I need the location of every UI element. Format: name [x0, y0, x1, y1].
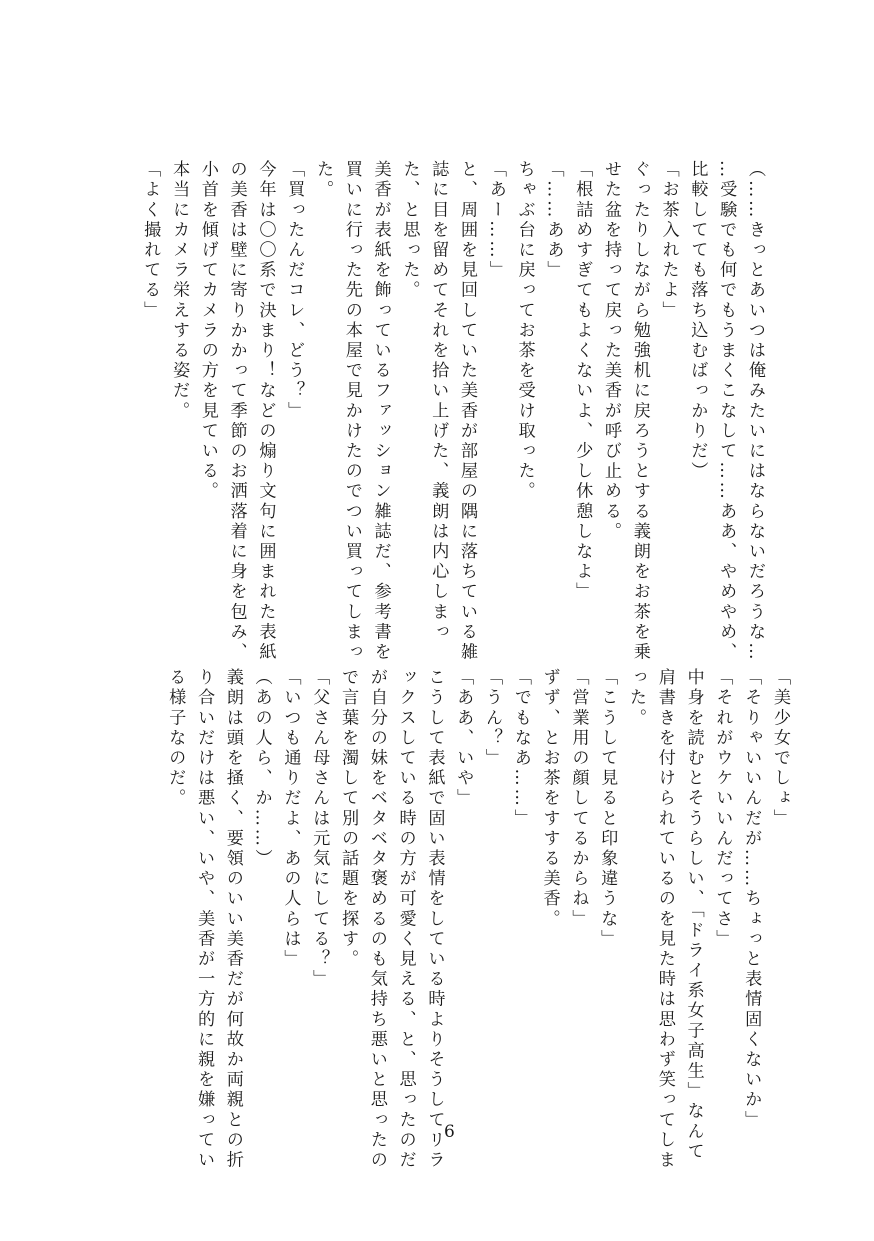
text-column: 小首を傾げてカメラの方を見ている。	[197, 160, 218, 502]
text-column: 「それがウケいいんだってさ」	[712, 668, 733, 950]
text-column: る様子なのだ。	[165, 668, 186, 809]
text-column: 誌に目を留めてそれを拾い上げた、義朗は内心しまっ	[428, 160, 449, 643]
text-column: ずず、とお茶をすする美香。	[539, 668, 560, 930]
text-column: せた盆を持って戻った美香が呼び止める。	[601, 160, 622, 542]
text-column: ックスしている時の方が可愛く見える、と、思ったのだ	[395, 668, 416, 1171]
text-column: 「父さん母さんは元気にしてる？」	[309, 668, 330, 990]
text-column: 「お茶入れたよ」	[658, 160, 679, 321]
text-column: 肩書きを付けられているのを見た時は思わず笑ってしま	[654, 668, 675, 1171]
text-column: 「そりゃいいんだが……ちょっと表情固くないか」	[741, 668, 762, 1131]
text-column: 本当にカメラ栄えする姿だ。	[169, 160, 190, 422]
page-number: 6	[444, 1122, 455, 1142]
text-column: 「いつも通りだよ、あの人らは」	[280, 668, 301, 970]
text-column: 「でもなあ……」	[510, 668, 531, 829]
text-column: が自分の妹をベタベタ褒めるのも気持ち悪いと思ったの	[366, 668, 387, 1171]
text-column: 今年は〇〇系で決まり！などの煽り文句に囲まれた表紙	[255, 160, 276, 663]
text-column: 「買ったんだコレ、どう？」	[284, 160, 305, 422]
text-column: ぐったりしながら勉強机に戻ろうとする義朗をお茶を乗	[629, 160, 650, 663]
text-block-bottom	[160, 668, 794, 1171]
text-column: 「営業用の顔してるからね」	[568, 668, 589, 930]
text-column: った。	[626, 668, 647, 729]
text-column: 「あー……」	[485, 160, 506, 281]
text-column: た。	[313, 160, 334, 201]
text-column: ちゃぶ台に戻ってお茶を受け取った。	[514, 160, 535, 502]
text-column: 「美少女でしょ」	[770, 668, 790, 829]
text-column: の美香は壁に寄りかかって季節のお洒落着に身を包み、	[226, 160, 247, 663]
text-column: 「こうして見ると印象違うな」	[597, 668, 618, 950]
text-column: り合いだけは悪い、いや、美香が一方的に親を嫌ってい	[194, 668, 215, 1171]
text-column: 義朗は頭を掻く、要領のいい美香だが何故か両親との折	[222, 668, 243, 1171]
text-column: 比較してても落ち込むばっかりだ）	[687, 160, 708, 482]
text-column: 「根詰めすぎてもよくないよ、少し休憩しなよ」	[572, 160, 593, 603]
text-column: と、周囲を見回していた美香が部屋の隅に落ちている雑	[457, 160, 478, 663]
text-column: こうして表紙で固い表情をしている時よりそうしてリラ	[424, 668, 445, 1171]
text-column: …受験でも何でもうまくこなして……ああ、やめやめ、	[716, 160, 737, 663]
text-column: で言葉を濁して別の話題を探す。	[338, 668, 359, 970]
text-column: 「ああ、いや」	[453, 668, 474, 809]
text-column: （あの人ら、か……）	[251, 668, 272, 869]
text-column: 中身を読むとそうらしい、「ドライ系女子高生」なんて	[683, 668, 704, 1162]
text-column: た、と思った。	[399, 160, 420, 301]
text-column: 「よく撮れてる」	[140, 160, 161, 321]
text-column: 美香が表紙を飾っているファッション雑誌だ、参考書を	[370, 160, 391, 663]
text-column: 買いに行った先の本屋で見かけたのでつい買ってしまっ	[341, 160, 362, 663]
text-column: 「うん？」	[482, 668, 503, 769]
text-column: （……きっとあいつは俺みたいにはならないだろうな…	[745, 160, 765, 663]
text-column: 「……ああ」	[543, 160, 564, 281]
text-block-top	[135, 160, 769, 663]
